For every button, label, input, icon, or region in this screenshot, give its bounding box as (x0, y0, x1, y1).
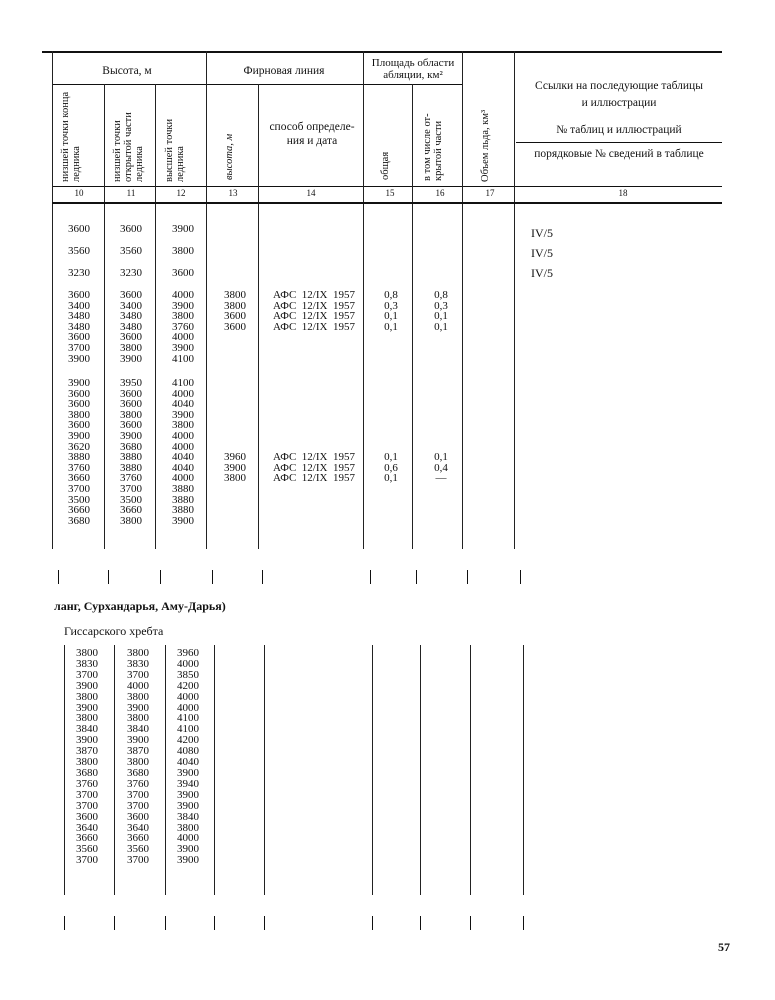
group-b-c11: 3600 3400 3480 3480 3600 3800 3900 (120, 289, 142, 365)
page-number: 57 (718, 940, 730, 954)
block2-c10: 3800 3830 3700 3900 3800 3900 3800 3840 3900 3870 3800 3680 3760 3700 3700 3600 3640 3660 3560 3700 (76, 647, 98, 867)
header-divider (514, 51, 515, 202)
group-b-c13: 3800 3800 3600 3600 (224, 289, 246, 333)
column-tick (523, 916, 524, 930)
column-tick (467, 570, 468, 584)
header-bottom-rule (52, 202, 722, 204)
block2-c11: 3800 3830 3700 4000 3800 3900 3800 3840 3900 3870 3800 3680 3760 3700 3700 3600 3640 3660 3560 3700 (127, 647, 149, 867)
col-number: 18 (618, 188, 628, 198)
column-tick (58, 570, 59, 584)
refs-ordinal-label: порядковые № сведений в таблице (534, 148, 704, 160)
cell-c12: 3800 (172, 245, 194, 257)
column-rule (420, 645, 421, 895)
column-tick (520, 570, 521, 584)
column-tick (165, 916, 166, 930)
cell-c18: IV/5 (531, 226, 553, 240)
column-rule (462, 204, 463, 549)
column-rule (372, 645, 373, 895)
col-number: 16 (435, 188, 445, 198)
refs-rule (516, 142, 722, 143)
cell-c12: 3600 (172, 267, 194, 279)
group-c-c11: 3950 3600 3600 3800 3600 3900 3680 3880 3880 3760 3700 3500 3660 3800 (120, 377, 142, 527)
column-tick (470, 916, 471, 930)
cell-c11: 3600 (120, 223, 142, 235)
section-subheading: Гиссарского хребта (64, 624, 164, 638)
column-rule (206, 204, 207, 549)
cell-c18: IV/5 (531, 246, 553, 260)
header-divider (104, 84, 105, 202)
group-b-c15: 0,8 0,3 0,1 0,1 (384, 289, 398, 333)
header-divider (363, 51, 364, 202)
group-b-c14: АФС 12/IX 1957 АФС 12/IX 1957 АФС 12/IX 1957 АФС 12/IX 1957 (273, 289, 355, 333)
height-group-label: Высота, м (102, 65, 152, 77)
column-tick (108, 570, 109, 584)
column-tick (264, 916, 265, 930)
column-rule (412, 204, 413, 549)
column-rule (52, 204, 53, 549)
col-13-header: высота, м (224, 133, 235, 180)
column-rule (64, 645, 65, 895)
header-divider (206, 51, 207, 202)
group-b-c16: 0,8 0,3 0,1 0,1 (434, 289, 448, 333)
col-12-header: высшей точки ледника (164, 118, 186, 182)
group-c-c13: 3960 3900 3800 (224, 451, 246, 485)
col-17-header: Объем льда, км³ (480, 109, 491, 182)
column-tick (114, 916, 115, 930)
col-10-header: низшей точки конца ледника (60, 91, 82, 182)
cell-c18: IV/5 (531, 266, 553, 280)
refs-title: Ссылки на последующие таблицы и иллюстрации (535, 80, 703, 109)
column-tick (160, 570, 161, 584)
column-rule (470, 645, 471, 895)
col-14-header: способ определе- ния и дата (269, 121, 355, 147)
column-rule (114, 645, 115, 895)
group-b-c12: 4000 3900 3800 3760 4000 3900 4100 (172, 289, 194, 365)
column-rule (523, 645, 524, 895)
group-c-c10: 3900 3600 3600 3800 3600 3900 3620 3880 3760 3660 3700 3500 3660 3680 (68, 377, 90, 527)
colnum-top-rule (52, 186, 722, 187)
cell-c11: 3560 (120, 245, 142, 257)
col-number: 15 (385, 188, 395, 198)
column-rule (165, 645, 166, 895)
column-tick (420, 916, 421, 930)
cell-c11: 3230 (120, 267, 142, 279)
column-rule (104, 204, 105, 549)
header-divider (412, 84, 413, 202)
header-divider (258, 84, 259, 202)
column-rule (264, 645, 265, 895)
column-tick (64, 916, 65, 930)
col-number: 10 (74, 188, 84, 198)
column-rule (155, 204, 156, 549)
group-c-c15: 0,1 0,6 0,1 (384, 451, 398, 485)
column-rule (258, 204, 259, 549)
column-tick (370, 570, 371, 584)
section-heading: ланг, Сурхандарья, Аму-Дарья) (54, 599, 226, 613)
group-rule (52, 84, 462, 85)
cell-c10: 3560 (68, 245, 90, 257)
cell-c10: 3600 (68, 223, 90, 235)
block2-c12: 3960 4000 3850 4200 4000 4000 4100 4100 4200 4080 4040 3900 3940 3900 3900 3840 3800 4000 3900 3900 (177, 647, 199, 867)
column-tick (212, 570, 213, 584)
firn-group-label: Фирновая линия (243, 65, 325, 77)
cell-c12: 3900 (172, 223, 194, 235)
group-c-c14: АФС 12/IX 1957 АФС 12/IX 1957 АФС 12/IX 1957 (273, 451, 355, 485)
group-c-c12: 4100 4000 4040 3900 3800 4000 4000 4040 4040 4000 3880 3880 3880 3900 (172, 377, 194, 527)
cell-c10: 3230 (68, 267, 90, 279)
group-c-c16: 0,1 0,4 — (434, 451, 448, 485)
col-number: 13 (228, 188, 238, 198)
col-number: 11 (126, 188, 136, 198)
col-16-header: в том числе от- крытой части (422, 113, 444, 181)
top-rule (42, 51, 722, 53)
col-15-header: общая (380, 151, 391, 180)
column-tick (214, 916, 215, 930)
header-divider (155, 84, 156, 202)
area-group-label: Площадь области абляции, км² (371, 57, 455, 81)
column-tick (262, 570, 263, 584)
column-tick (416, 570, 417, 584)
column-rule (363, 204, 364, 549)
col-number: 14 (306, 188, 316, 198)
refs-tables-label: № таблиц и иллюстраций (556, 124, 682, 136)
col-11-header: низшей точки открытой части ледника (112, 112, 145, 182)
column-tick (372, 916, 373, 930)
group-b-c10: 3600 3400 3480 3480 3600 3700 3900 (68, 289, 90, 365)
col-number: 17 (485, 188, 495, 198)
col-number: 12 (176, 188, 186, 198)
column-rule (514, 204, 515, 549)
column-rule (214, 645, 215, 895)
header-divider (52, 51, 53, 202)
header-divider (462, 51, 463, 202)
